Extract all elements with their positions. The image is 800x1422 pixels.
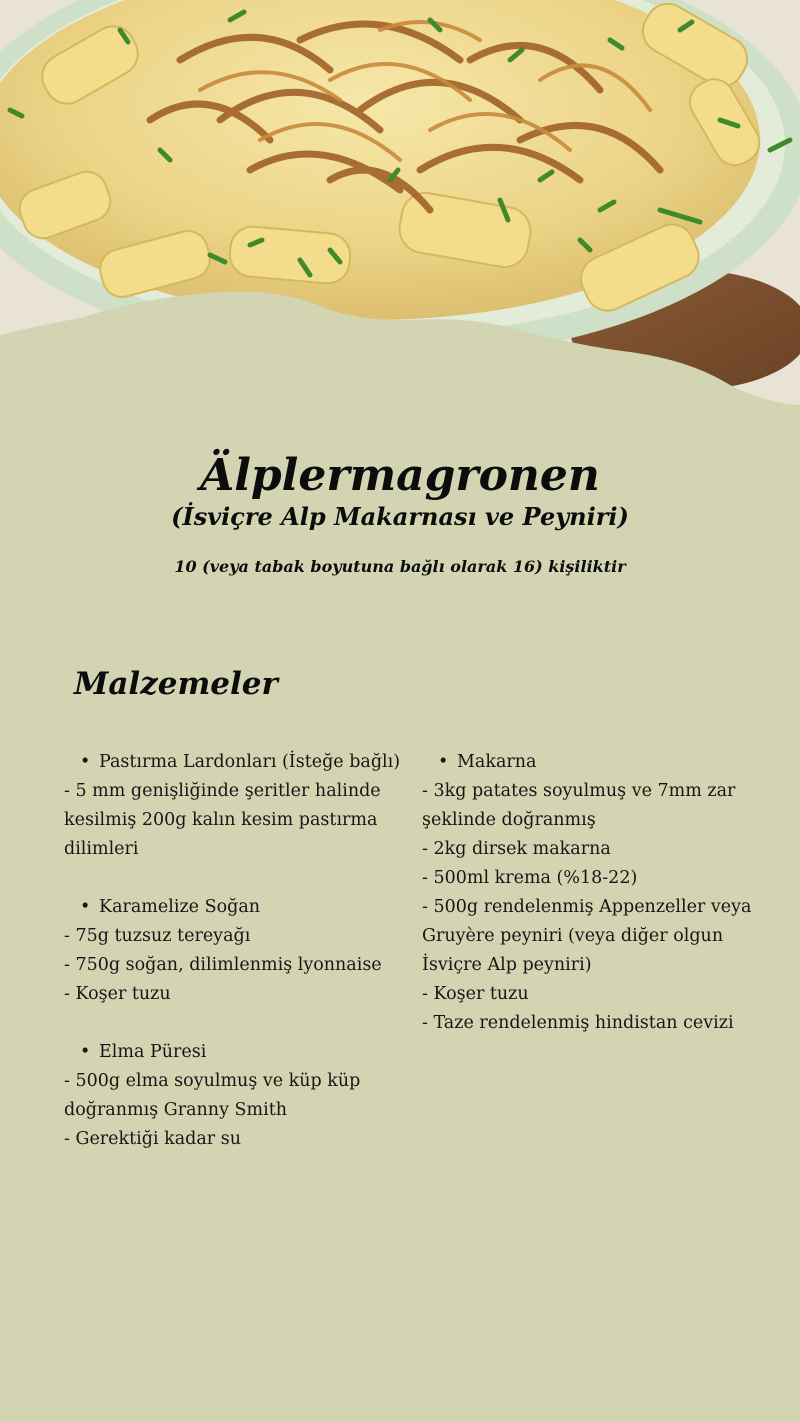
- bullet-icon: •: [80, 752, 91, 772]
- ingredient-line: - Gerektiği kadar su: [64, 1129, 241, 1149]
- ingredient-line: - 500ml krema (%18-22): [422, 868, 638, 888]
- ingredient-line: - 5 mm genişliğinde şeritler halinde kesilmiş 200g kalın kesim pastırma dilimleri: [64, 781, 381, 859]
- ingredients-heading: Malzemeler: [74, 666, 278, 702]
- ingredients-left-column: [64, 748, 414, 1183]
- ingredient-group-applesauce: [64, 1038, 414, 1154]
- ingredient-group-pasta: [422, 748, 767, 1038]
- ingredient-line: - 2kg dirsek makarna: [422, 839, 611, 859]
- hero-photo: [0, 0, 800, 420]
- ingredient-group-bacon: [64, 748, 414, 864]
- group-title: Pastırma Lardonları (İsteğe bağlı): [99, 752, 401, 772]
- ingredient-line: - Koşer tuzu: [64, 984, 171, 1004]
- ingredient-line: - 3kg patates soyulmuş ve 7mm zar şeklinde doğranmış: [422, 781, 736, 830]
- ingredient-line: - 500g elma soyulmuş ve küp küp doğranmış Granny Smith: [64, 1071, 361, 1120]
- group-title: Karamelize Soğan: [99, 897, 261, 917]
- group-title: Makarna: [457, 752, 537, 772]
- ingredient-line: - 750g soğan, dilimlenmiş lyonnaise: [64, 955, 382, 975]
- servings-text: 10 (veya tabak boyutuna bağlı olarak 16) kişiliktir: [174, 557, 626, 576]
- bullet-icon: •: [438, 752, 449, 772]
- ingredient-line: - Taze rendelenmiş hindistan cevizi: [422, 1013, 734, 1033]
- recipe-subtitle: (İsviçre Alp Makarnası ve Peyniri): [171, 502, 629, 531]
- ingredients-right-column: [422, 748, 767, 1067]
- ingredient-line: - Koşer tuzu: [422, 984, 529, 1004]
- bullet-icon: •: [80, 897, 91, 917]
- recipe-title: Älplermagronen: [200, 450, 600, 501]
- ingredient-group-onion: [64, 893, 414, 1009]
- ingredient-line: - 500g rendelenmiş Appenzeller veya Gruyère peyniri (veya diğer olgun İsviçre Alp peyniri): [422, 897, 752, 975]
- group-title: Elma Püresi: [99, 1042, 207, 1062]
- ingredient-line: - 75g tuzsuz tereyağı: [64, 926, 251, 946]
- bullet-icon: •: [80, 1042, 91, 1062]
- title-block: [0, 440, 800, 578]
